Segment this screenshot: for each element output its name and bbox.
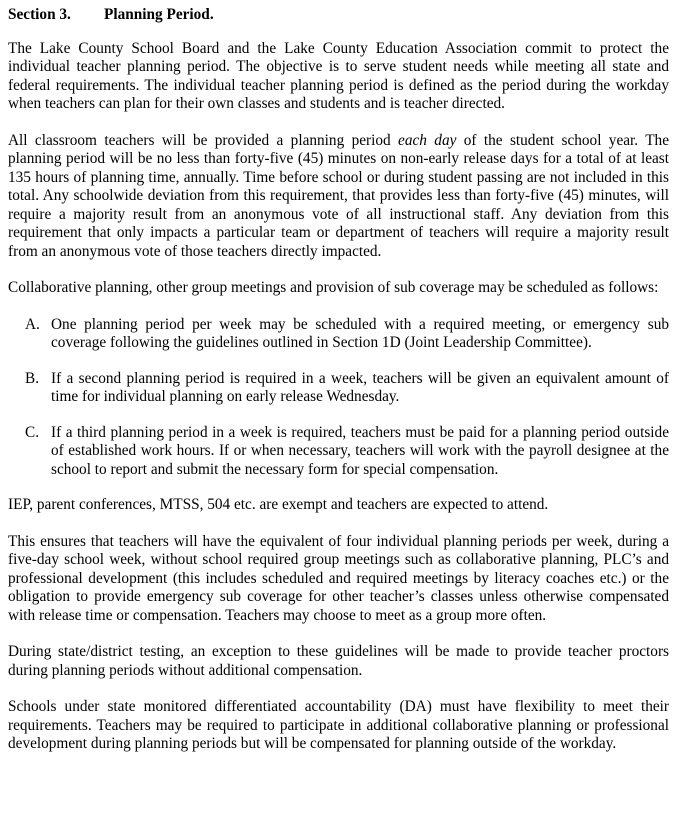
emphasis-text: each day	[398, 131, 457, 149]
paragraph-daily-planning	[8, 132, 669, 262]
list-item	[8, 424, 669, 480]
list-item-text: If a third planning period in a week is required, teachers must be paid for a planning period outside of established work hours. If or when necessary, teachers will work with the payroll designee at the school to report and submit the necessary form for special compensation.	[51, 423, 669, 478]
list-item	[8, 316, 669, 353]
paragraph-collaborative-intro: Collaborative planning, other group meetings and provision of sub coverage may be scheduled as follows:	[8, 279, 659, 296]
paragraph-testing-exception: During state/district testing, an exception to these guidelines will be made to provide teacher proctors during planning periods without additional compensation.	[8, 643, 669, 679]
list-item-text: If a second planning period is required in a week, teachers will be given an equivalent amount of time for individual planning on early release Wednesday.	[51, 369, 669, 405]
list-item	[8, 370, 669, 407]
paragraph-exemptions: IEP, parent conferences, MTSS, 504 etc. are exempt and teachers are expected to attend.	[8, 496, 549, 513]
paragraph-text: All classroom teachers will be provided a planning period	[8, 131, 399, 149]
section-heading	[8, 6, 669, 25]
list-marker: C.	[25, 423, 40, 441]
paragraph-da-schools: Schools under state monitored differentiated accountability (DA) must have flexibility to meet their requirements. Teachers may be required to participate in additional collaborative planning or professional development during planning periods but will be compensated for planning outside of the workday.	[8, 698, 669, 752]
list-marker: B.	[25, 369, 40, 387]
list-marker: A.	[25, 315, 40, 333]
section-title: Planning Period.	[104, 6, 214, 23]
section-number: Section 3.	[8, 6, 71, 23]
paragraph-purpose: The Lake County School Board and the Lake County Education Association commit to protect the individual teacher planning period. The objective is to serve student needs while meeting all state and federal requirements. The individual teacher planning period is defined as the period during the workday when teachers can plan for their own classes and students and is teacher directed.	[8, 39, 669, 112]
paragraph-equivalent-periods: This ensures that teachers will have the equivalent of four individual planning periods per week, during a five-day school week, without school required group meetings such as collaborative planning, PLC’s and professional development (this includes scheduled and required meetings by literacy coaches etc.) or the obligation to provide emergency sub coverage for other teacher’s classes unless otherwise compensated with release time or compensation. Teachers may choose to meet as a group more often.	[8, 532, 669, 624]
list-item-text: One planning period per week may be scheduled with a required meeting, or emergency sub coverage following the guidelines outlined in Section 1D (Joint Leadership Committee).	[51, 315, 669, 351]
paragraph-text: of the student school year. The planning period will be no less than forty-five (45) minutes on non-early release days for a total of at least 135 hours of planning time, annually. Time before school or during student passing are not included in this total. Any schoolwide deviation from this requirement, that provides less than forty-five (45) minutes, will require a majority result from an anonymous vote of all instructional staff. Any deviation from this requirement that only impacts a particular team or department of teachers will require a majority result from an anonymous vote of those teachers directly impacted.	[8, 131, 669, 260]
scheduling-list	[8, 316, 669, 480]
